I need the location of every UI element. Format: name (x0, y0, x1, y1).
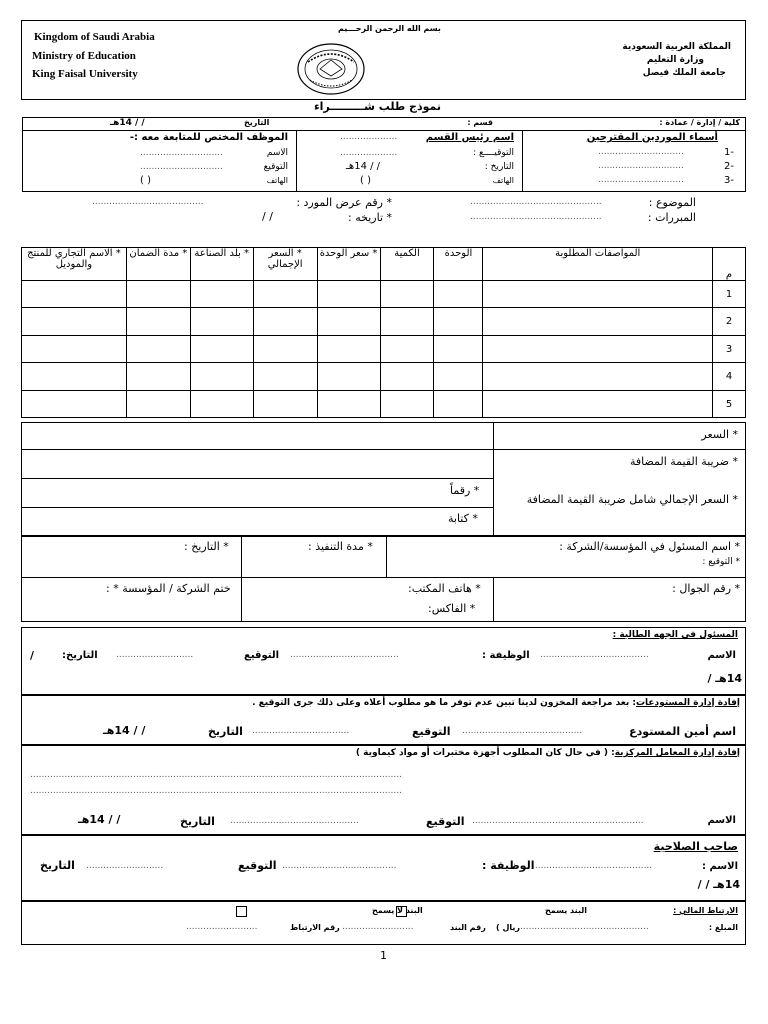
col-header-quantity: الكمية (380, 248, 434, 281)
labs-date-value: / / 14هـ (78, 813, 121, 826)
fax-label: * الفاكس: (428, 602, 476, 615)
authority-title: صاحب الصلاحية (653, 840, 738, 853)
col-header-unit: الوحدة (434, 248, 483, 281)
table-row (22, 363, 746, 391)
execution-period-label: * مدة التنفيذ : (308, 540, 373, 553)
stamp-label: ختم الشركة / المؤسسة * : (106, 582, 231, 595)
row-number: 5 (713, 391, 746, 418)
staff-header: الموظف المختص للمتابعة معه :- (129, 132, 288, 143)
requesting-name-label: الاسم (707, 650, 736, 661)
header-ar-line1: المملكة العربية السعودية (622, 42, 731, 52)
header-en-line1: Kingdom of Saudi Arabia (34, 31, 155, 43)
row-number: 4 (713, 363, 746, 391)
labs-title: إفادة إدارة المعامل المركزية (614, 748, 740, 758)
header-ar-line3: جامعة الملك فيصل (642, 68, 726, 78)
head-date-value: / / 14هـ (346, 161, 381, 172)
labs-text (356, 748, 740, 758)
page-number: 1 (380, 949, 387, 962)
warehouses-date-label: التاريخ (208, 725, 243, 738)
head-phone-label: الهاتف (492, 176, 514, 185)
requesting-date-value: 14هـ / (707, 672, 742, 685)
top-date-label: التاريخ (244, 118, 270, 127)
staff-phone-value: ( ) (140, 175, 151, 186)
requesting-signature-label: التوقيع (244, 650, 279, 661)
header-basmala: بسم الله الرحمن الرحـــيم (338, 24, 441, 33)
table-row (22, 391, 746, 418)
labs-name-label: الاسم (707, 815, 736, 826)
row-number: 1 (713, 281, 746, 308)
authority-signature-label: التوقيع (238, 859, 277, 872)
table-row (22, 308, 746, 336)
responsible-name-label: * اسم المسئول في المؤسسة/الشركة : (559, 540, 740, 553)
keeper-name-label: اسم أمين المستودع (629, 725, 736, 738)
authority-date-label: التاريخ (40, 859, 75, 872)
warehouses-body: : بعد مراجعة المخزون لدينا تبين عدم توفر ما هو مطلوب أعلاه وعلى ذلك جرى التوقيع . (252, 698, 636, 708)
col-header-warranty: * مدة الضمان (126, 248, 190, 281)
table-row (22, 336, 746, 363)
offer-date-value: / / (262, 210, 273, 223)
warehouses-date-value: / / 14هـ (103, 724, 146, 737)
commitment-number-label: رقم الارتباط (290, 923, 340, 932)
offer-date-label: * تاريخه : (348, 211, 392, 224)
justification-label: المبررات : (647, 211, 696, 224)
item-number-label: رقم البند (450, 923, 486, 932)
staff-signature-label: التوقيع (263, 162, 288, 172)
warehouses-title: إفادة إدارة المستودعات (635, 698, 740, 708)
financial-title: الارتباط المالي : (673, 906, 738, 915)
university-seal-icon (296, 42, 366, 96)
row-number: 2 (713, 308, 746, 336)
item-allows-label: البند يسمح (545, 906, 587, 915)
row-number: 3 (713, 336, 746, 363)
head-signature-label: التوقيــــع : (473, 148, 514, 158)
supplier-3: 3- (724, 175, 734, 186)
mobile-label: * رقم الجوال : (672, 582, 740, 595)
requesting-party-title: المسئول في الجهه الطالبة : (612, 630, 738, 640)
warehouses-signature-label: التوقيع (412, 725, 451, 738)
staff-name-label: الاسم (266, 148, 288, 158)
table-row (22, 281, 746, 308)
suppliers-header: أسماء الموردين المقترحين (586, 132, 718, 143)
in-words-label: * كتابة (448, 512, 478, 525)
labs-note: : ( في حال كان المطلوب أجهزة مختبرات أو مواد كيماوية ) (355, 748, 615, 758)
header-en-line3: King Faisal University (32, 68, 138, 80)
col-header-origin: * بلد الصناعة (190, 248, 253, 281)
col-header-unit-price: * سعر الوحدة (317, 248, 380, 281)
responsible-signature-label: * التوقيع : (702, 557, 740, 567)
authority-name-label: الاسم : (701, 861, 738, 872)
staff-phone-label: الهاتف (266, 176, 288, 185)
col-header-number: م (713, 248, 746, 281)
price-label: * السعر (701, 428, 738, 441)
head-date-label: التاريخ : (484, 162, 514, 172)
head-name-label: اسم رئيس القسم (425, 132, 514, 143)
warehouses-text (252, 698, 740, 708)
offer-number-label: * رقم عرض المورد : (296, 196, 392, 209)
authority-job-label: الوظيفة : (482, 859, 535, 872)
in-numbers-label: * رقماً (450, 484, 480, 497)
requesting-date-label: التاريخ: (62, 650, 98, 661)
col-header-total-price: * السعر الإجمالي (253, 248, 317, 281)
supplier-2: 2- (724, 161, 734, 172)
college-label: كلية / إدارة / عمادة : (659, 118, 740, 127)
col-header-specs: المواصفات المطلوبة (483, 248, 713, 281)
authority-date-value: 14هـ / / (697, 878, 740, 891)
company-date-label: * التاريخ : (184, 540, 229, 553)
head-phone-value: ( ) (360, 175, 371, 186)
requesting-date-slash: / (30, 649, 35, 662)
office-phone-label: * هاتف المكتب: (408, 582, 481, 595)
item-not-allows-label: البند لا يسمح (372, 906, 423, 915)
form-title: نموذج طلب شـــــــــراء (314, 100, 442, 113)
section-label: قسم : (467, 118, 493, 127)
top-date-value: / / 14هـ (110, 118, 145, 128)
col-header-trade-name: * الاسم التجاري للمنتج والموديل (22, 248, 127, 281)
items-table (21, 247, 746, 418)
supplier-1: 1- (724, 147, 734, 158)
vat-label: * ضريبة القيمة المضافة (629, 455, 738, 468)
riyal-label: ريال ) (496, 923, 520, 932)
requesting-job-label: الوظيفة : (482, 650, 530, 661)
amount-label: المبلغ : (708, 923, 738, 932)
header-en-line2: Ministry of Education (32, 50, 136, 62)
labs-date-label: التاريخ (180, 815, 215, 828)
item-not-allows-checkbox[interactable] (236, 906, 247, 917)
subject-label: الموضوع : (648, 196, 696, 209)
total-with-vat-label: * السعر الإجمالي شامل ضريبة القيمة المضافة (526, 493, 738, 506)
totals-block (21, 422, 746, 536)
labs-signature-label: التوقيع (426, 815, 465, 828)
header-ar-line2: وزارة التعليم (646, 55, 704, 65)
